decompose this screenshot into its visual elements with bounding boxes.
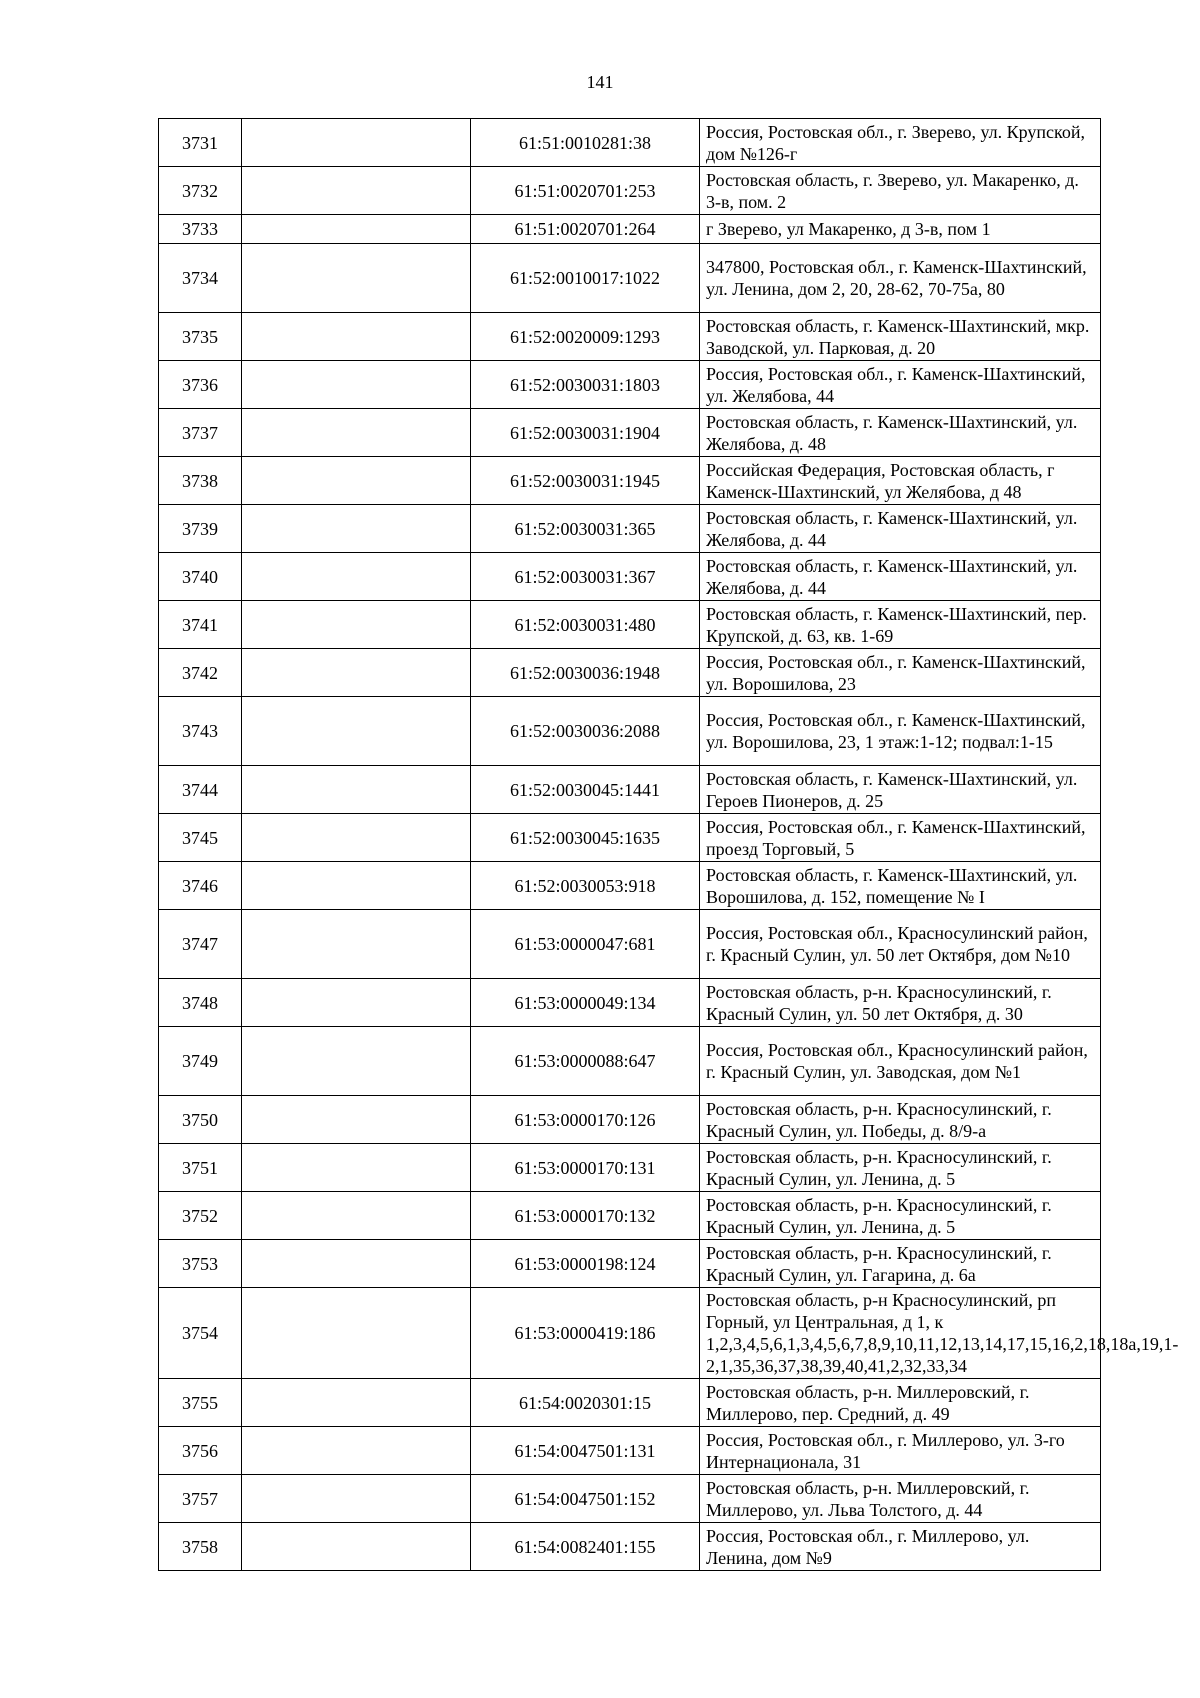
address-cell: Россия, Ростовская обл., г. Каменск-Шахтинский, ул. Желябова, 44	[700, 361, 1101, 409]
cadastral-number-cell: 61:52:0010017:1022	[471, 244, 700, 313]
address-cell: Ростовская область, г. Каменск-Шахтинский, пер. Крупской, д. 63, кв. 1-69	[700, 601, 1101, 649]
cadastral-number-cell: 61:53:0000049:134	[471, 979, 700, 1027]
cadastral-number-cell: 61:53:0000170:132	[471, 1192, 700, 1240]
address-cell: Россия, Ростовская обл., Красносулинский район, г. Красный Сулин, ул. Заводская, дом №1	[700, 1027, 1101, 1096]
table-row	[159, 244, 1101, 313]
table-row	[159, 910, 1101, 979]
table-row	[159, 1192, 1101, 1240]
row-number-cell: 3735	[159, 313, 242, 361]
cadastral-number-cell: 61:51:0020701:264	[471, 215, 700, 244]
empty-cell	[242, 167, 471, 215]
address-cell: 347800, Ростовская обл., г. Каменск-Шахтинский, ул. Ленина, дом 2, 20, 28-62, 70-75а, 80	[700, 244, 1101, 313]
address-cell: Россия, Ростовская обл., г. Миллерово, ул. 3-го Интернационала, 31	[700, 1427, 1101, 1475]
row-number-cell: 3752	[159, 1192, 242, 1240]
row-number-cell: 3731	[159, 119, 242, 167]
cadastral-number-cell: 61:53:0000047:681	[471, 910, 700, 979]
table-row	[159, 457, 1101, 505]
table-row	[159, 649, 1101, 697]
table-row	[159, 1144, 1101, 1192]
address-cell: Ростовская область, р-н Красносулинский, рп Горный, ул Центральная, д 1, к 1,2,3,4,5,6,1,3,4,5,6,7,8,9,10,11,12,13,14,17,15,16,2,18,18а,19,1-2,1,35,36,37,38,39,40,41,2,32,33,34	[700, 1288, 1101, 1379]
address-cell: Ростовская область, г. Каменск-Шахтинский, мкр. Заводской, ул. Парковая, д. 20	[700, 313, 1101, 361]
cadastral-number-cell: 61:54:0047501:152	[471, 1475, 700, 1523]
empty-cell	[242, 119, 471, 167]
table-row	[159, 1475, 1101, 1523]
cadastral-number-cell: 61:53:0000170:126	[471, 1096, 700, 1144]
table-row	[159, 601, 1101, 649]
row-number-cell: 3755	[159, 1379, 242, 1427]
row-number-cell: 3742	[159, 649, 242, 697]
empty-cell	[242, 979, 471, 1027]
table-row	[159, 1523, 1101, 1571]
row-number-cell: 3756	[159, 1427, 242, 1475]
row-number-cell: 3732	[159, 167, 242, 215]
address-cell: Ростовская область, р-н. Красносулинский, г. Красный Сулин, ул. Победы, д. 8/9-а	[700, 1096, 1101, 1144]
empty-cell	[242, 215, 471, 244]
address-cell: г Зверево, ул Макаренко, д 3-в, пом 1	[700, 215, 1101, 244]
table-row	[159, 1379, 1101, 1427]
address-cell: Ростовская область, г. Каменск-Шахтинский, ул. Желябова, д. 48	[700, 409, 1101, 457]
empty-cell	[242, 1523, 471, 1571]
cadastral-number-cell: 61:54:0047501:131	[471, 1427, 700, 1475]
table-row	[159, 505, 1101, 553]
table-row	[159, 1288, 1101, 1379]
table-row	[159, 1096, 1101, 1144]
empty-cell	[242, 361, 471, 409]
cadastral-number-cell: 61:54:0082401:155	[471, 1523, 700, 1571]
empty-cell	[242, 1427, 471, 1475]
cadastral-number-cell: 61:53:0000198:124	[471, 1240, 700, 1288]
address-cell: Ростовская область, г. Каменск-Шахтинский, ул. Героев Пионеров, д. 25	[700, 766, 1101, 814]
address-cell: Россия, Ростовская обл., г. Зверево, ул. Крупской, дом №126-г	[700, 119, 1101, 167]
row-number-cell: 3753	[159, 1240, 242, 1288]
row-number-cell: 3750	[159, 1096, 242, 1144]
cadastral-number-cell: 61:51:0020701:253	[471, 167, 700, 215]
page-number: 141	[586, 72, 614, 92]
table-row	[159, 553, 1101, 601]
row-number-cell: 3748	[159, 979, 242, 1027]
cadastral-number-cell: 61:52:0030031:1904	[471, 409, 700, 457]
cadastral-number-cell: 61:52:0030045:1635	[471, 814, 700, 862]
row-number-cell: 3743	[159, 697, 242, 766]
cadastral-number-cell: 61:52:0030031:480	[471, 601, 700, 649]
cadastral-number-cell: 61:52:0030045:1441	[471, 766, 700, 814]
empty-cell	[242, 814, 471, 862]
row-number-cell: 3741	[159, 601, 242, 649]
table-row	[159, 1240, 1101, 1288]
row-number-cell: 3738	[159, 457, 242, 505]
address-cell: Ростовская область, г. Каменск-Шахтинский, ул. Желябова, д. 44	[700, 505, 1101, 553]
cadastral-number-cell: 61:52:0030031:365	[471, 505, 700, 553]
address-cell: Ростовская область, г. Зверево, ул. Макаренко, д. 3-в, пом. 2	[700, 167, 1101, 215]
address-cell: Россия, Ростовская обл., г. Каменск-Шахтинский, ул. Ворошилова, 23, 1 этаж:1-12; подвал:1-15	[700, 697, 1101, 766]
cadastral-number-cell: 61:53:0000170:131	[471, 1144, 700, 1192]
address-cell: Ростовская область, р-н. Красносулинский, г. Красный Сулин, ул. Ленина, д. 5	[700, 1144, 1101, 1192]
address-cell: Ростовская область, г. Каменск-Шахтинский, ул. Желябова, д. 44	[700, 553, 1101, 601]
empty-cell	[242, 766, 471, 814]
table-row	[159, 766, 1101, 814]
cadastral-number-cell: 61:53:0000088:647	[471, 1027, 700, 1096]
cadastral-number-cell: 61:52:0030031:1803	[471, 361, 700, 409]
row-number-cell: 3736	[159, 361, 242, 409]
row-number-cell: 3758	[159, 1523, 242, 1571]
row-number-cell: 3747	[159, 910, 242, 979]
address-cell: Ростовская область, р-н. Красносулинский, г. Красный Сулин, ул. 50 лет Октября, д. 30	[700, 979, 1101, 1027]
empty-cell	[242, 649, 471, 697]
row-number-cell: 3751	[159, 1144, 242, 1192]
address-cell: Россия, Ростовская обл., Красносулинский район, г. Красный Сулин, ул. 50 лет Октября, дом №10	[700, 910, 1101, 979]
table-row	[159, 814, 1101, 862]
table-row	[159, 862, 1101, 910]
cadastral-number-cell: 61:52:0030031:1945	[471, 457, 700, 505]
cadastral-number-cell: 61:51:0010281:38	[471, 119, 700, 167]
cadastral-number-cell: 61:52:0020009:1293	[471, 313, 700, 361]
cadastral-number-cell: 61:52:0030036:2088	[471, 697, 700, 766]
row-number-cell: 3744	[159, 766, 242, 814]
table-row	[159, 215, 1101, 244]
empty-cell	[242, 244, 471, 313]
empty-cell	[242, 601, 471, 649]
empty-cell	[242, 862, 471, 910]
row-number-cell: 3757	[159, 1475, 242, 1523]
empty-cell	[242, 697, 471, 766]
empty-cell	[242, 1096, 471, 1144]
empty-cell	[242, 1240, 471, 1288]
table-row	[159, 1027, 1101, 1096]
empty-cell	[242, 1192, 471, 1240]
table-row	[159, 313, 1101, 361]
row-number-cell: 3746	[159, 862, 242, 910]
address-cell: Ростовская область, р-н. Красносулинский, г. Красный Сулин, ул. Гагарина, д. 6а	[700, 1240, 1101, 1288]
empty-cell	[242, 457, 471, 505]
empty-cell	[242, 1379, 471, 1427]
empty-cell	[242, 910, 471, 979]
address-cell: Ростовская область, р-н. Миллеровский, г. Миллерово, ул. Льва Толстого, д. 44	[700, 1475, 1101, 1523]
property-registry-table	[158, 118, 1179, 1571]
empty-cell	[242, 409, 471, 457]
table-row	[159, 409, 1101, 457]
table-row	[159, 697, 1101, 766]
empty-cell	[242, 1027, 471, 1096]
cadastral-number-cell: 61:54:0020301:15	[471, 1379, 700, 1427]
table-row	[159, 119, 1101, 167]
table-row	[159, 979, 1101, 1027]
row-number-cell: 3749	[159, 1027, 242, 1096]
address-cell: Ростовская область, р-н. Красносулинский, г. Красный Сулин, ул. Ленина, д. 5	[700, 1192, 1101, 1240]
cadastral-number-cell: 61:52:0030031:367	[471, 553, 700, 601]
table-body	[159, 119, 1179, 1571]
empty-cell	[242, 505, 471, 553]
address-cell: Россия, Ростовская обл., г. Миллерово, ул. Ленина, дом №9	[700, 1523, 1101, 1571]
address-cell: Ростовская область, р-н. Миллеровский, г. Миллерово, пер. Средний, д. 49	[700, 1379, 1101, 1427]
row-number-cell: 3733	[159, 215, 242, 244]
table-row	[159, 167, 1101, 215]
cadastral-number-cell: 61:52:0030036:1948	[471, 649, 700, 697]
empty-cell	[242, 313, 471, 361]
row-number-cell: 3754	[159, 1288, 242, 1379]
address-cell: Россия, Ростовская обл., г. Каменск-Шахтинский, ул. Ворошилова, 23	[700, 649, 1101, 697]
row-number-cell: 3737	[159, 409, 242, 457]
empty-cell	[242, 1475, 471, 1523]
address-cell: Российская Федерация, Ростовская область, г Каменск-Шахтинский, ул Желябова, д 48	[700, 457, 1101, 505]
table-row	[159, 361, 1101, 409]
row-number-cell: 3745	[159, 814, 242, 862]
row-number-cell: 3734	[159, 244, 242, 313]
empty-cell	[242, 1288, 471, 1379]
table-row	[159, 1427, 1101, 1475]
cadastral-number-cell: 61:52:0030053:918	[471, 862, 700, 910]
empty-cell	[242, 1144, 471, 1192]
row-number-cell: 3739	[159, 505, 242, 553]
address-cell: Россия, Ростовская обл., г. Каменск-Шахтинский, проезд Торговый, 5	[700, 814, 1101, 862]
cadastral-number-cell: 61:53:0000419:186	[471, 1288, 700, 1379]
address-cell: Ростовская область, г. Каменск-Шахтинский, ул. Ворошилова, д. 152, помещение № I	[700, 862, 1101, 910]
row-number-cell: 3740	[159, 553, 242, 601]
empty-cell	[242, 553, 471, 601]
